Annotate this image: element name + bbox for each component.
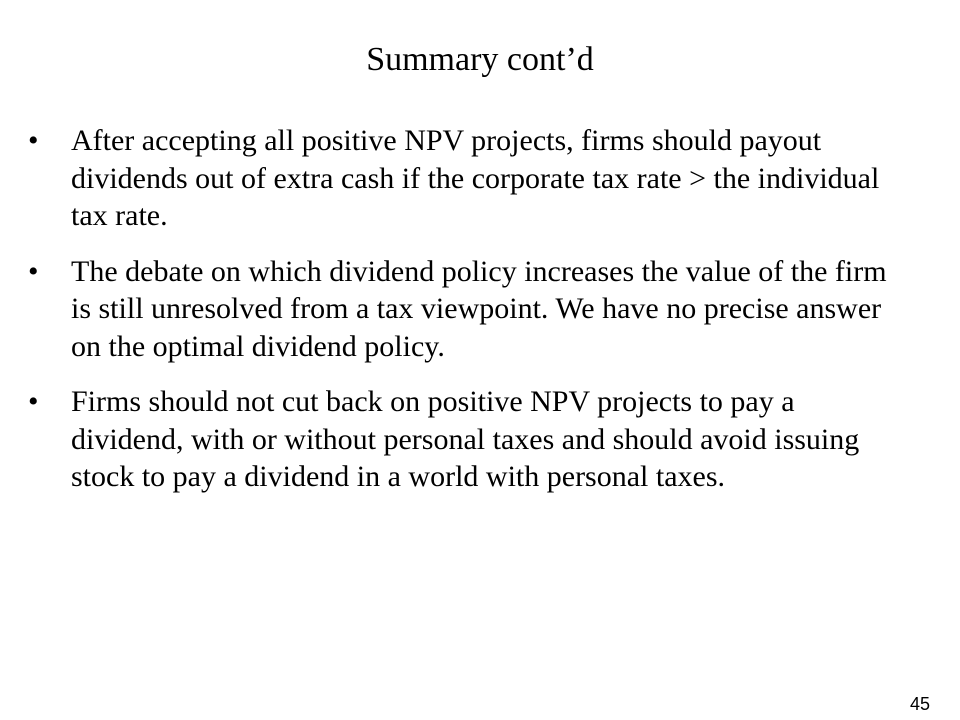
bullet-icon: • [28, 254, 39, 288]
bullet-list [28, 122, 908, 514]
bullet-text: After accepting all positive NPV projects, firms should payout dividends out of extra cash if the corporate tax rate > the individual tax rate. [71, 124, 880, 232]
bullet-item [28, 253, 908, 366]
slide-title: Summary cont’d [366, 41, 594, 78]
bullet-text: The debate on which dividend policy increases the value of the firm is still unresolved from a tax viewpoint. We have no precise answer on the optimal dividend policy. [71, 254, 887, 363]
bullet-item [28, 122, 908, 235]
bullet-item [28, 383, 908, 496]
page-number: 45 [909, 694, 930, 714]
bullet-icon: • [28, 124, 39, 157]
bullet-icon: • [28, 385, 39, 418]
bullet-text: Firms should not cut back on positive NPV projects to pay a dividend, with or without personal taxes and should avoid issuing stock to pay a dividend in a world with personal taxes. [71, 385, 860, 493]
